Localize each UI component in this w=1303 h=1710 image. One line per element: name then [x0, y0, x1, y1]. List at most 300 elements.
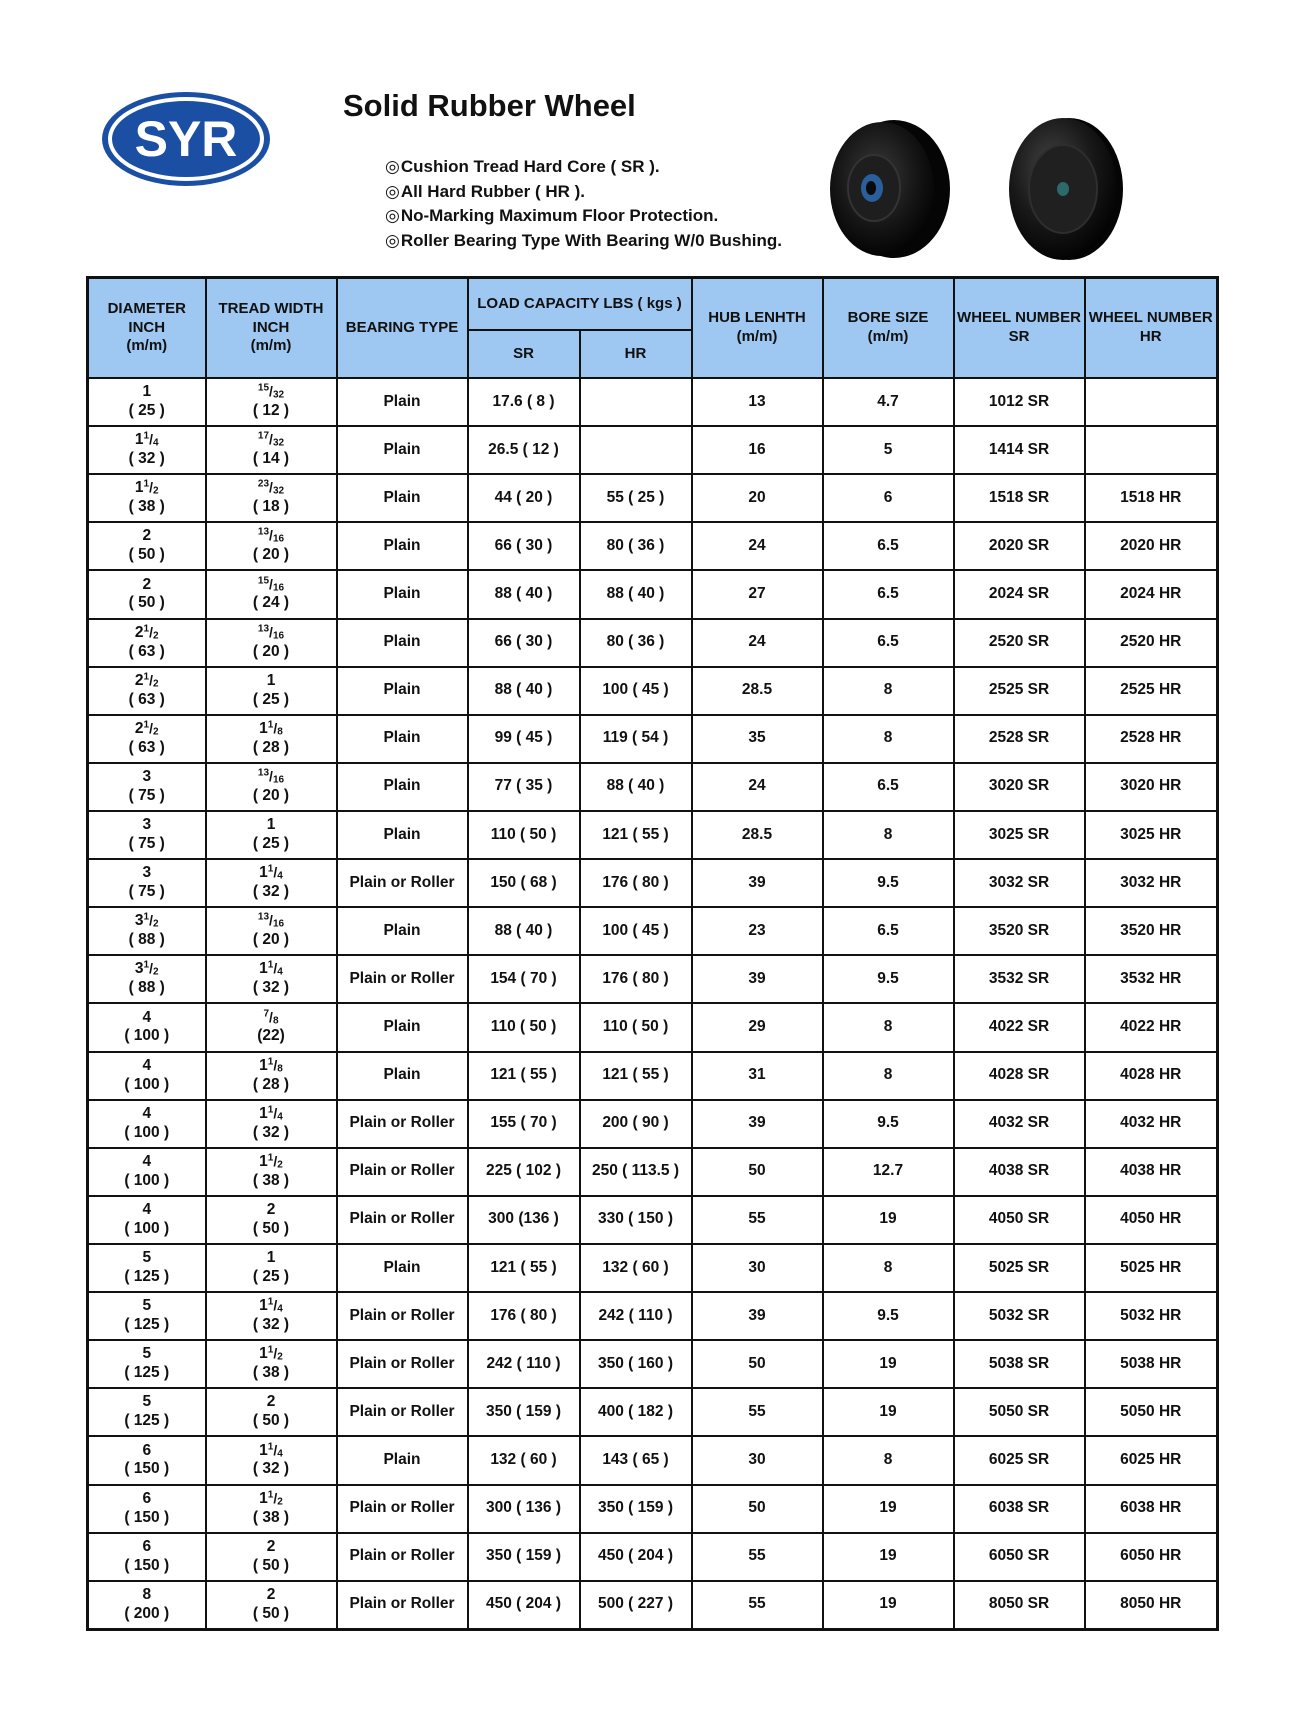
cell-load-sr: 132 ( 60 ): [468, 1436, 580, 1484]
dia-whole: 5: [142, 1249, 152, 1267]
dia-inch: [89, 768, 205, 787]
cell-diameter: [88, 1244, 206, 1292]
dia-whole: 5: [142, 1393, 152, 1411]
dia-inch: [89, 720, 205, 739]
dia-whole: 3: [134, 912, 144, 930]
fraction-numerator: 1: [267, 1152, 274, 1164]
dia-whole: 2: [134, 671, 144, 689]
tread-mm: ( 20 ): [252, 931, 290, 949]
cell-tread-width: [206, 1340, 337, 1388]
cell-tread-width: [206, 474, 337, 522]
cell-wheel-number-sr: 3032 SR: [954, 859, 1085, 907]
cell-bore-size: 6: [823, 474, 954, 522]
tread-fraction: [268, 720, 283, 737]
col-header-wheel-number-sr: WHEEL NUMBER SR: [954, 278, 1085, 379]
fraction-denominator: 2: [153, 726, 159, 738]
col-header-load-capacity: LOAD CAPACITY LBS ( kgs ): [468, 278, 692, 331]
cell-bore-size: 19: [823, 1340, 954, 1388]
tread-fraction: [258, 479, 284, 496]
dia-inch: [89, 912, 205, 931]
tread-whole: 1: [266, 671, 276, 689]
table-row: [88, 474, 1218, 522]
cell-tread-width: [206, 1436, 337, 1484]
dia-fraction: [144, 479, 159, 496]
double-circle-bullet-icon: ◎: [385, 181, 400, 201]
fraction-numerator: 1: [143, 719, 150, 731]
cell-load-hr: 100 ( 45 ): [580, 667, 692, 715]
fraction-numerator: 13: [257, 526, 270, 538]
cell-diameter: [88, 1052, 206, 1100]
fraction-numerator: 7: [263, 1008, 270, 1020]
fraction-numerator: 13: [257, 623, 270, 635]
cell-diameter: [88, 1533, 206, 1581]
tread-mm: ( 24 ): [252, 594, 290, 612]
fraction-slash: /: [269, 768, 273, 785]
col-header-hub-length: HUB LENHTH (m/m): [692, 278, 823, 379]
cell-diameter: [88, 667, 206, 715]
tread-whole: 1: [259, 1297, 268, 1315]
cell-load-hr: 110 ( 50 ): [580, 1003, 692, 1051]
cell-wheel-number-sr: 6038 SR: [954, 1485, 1085, 1533]
dia-fraction: [144, 624, 159, 641]
cell-tread-width: [206, 1100, 337, 1148]
dia-mm: ( 75 ): [128, 786, 165, 804]
cell-bearing-type: Plain: [337, 474, 468, 522]
dia-whole: 2: [142, 527, 152, 545]
fraction-numerator: 1: [267, 863, 274, 875]
tread-inch: [207, 1442, 336, 1461]
cell-load-hr: 88 ( 40 ): [580, 570, 692, 618]
fraction-slash: /: [273, 719, 278, 736]
fraction-denominator: 8: [277, 1063, 283, 1075]
tread-whole: 1: [266, 1249, 276, 1267]
cell-hub-length: 50: [692, 1485, 823, 1533]
cell-wheel-number-hr: 2525 HR: [1085, 667, 1218, 715]
table-row: [88, 1533, 1218, 1581]
cell-diameter: [88, 763, 206, 811]
table-row: [88, 955, 1218, 1003]
dia-inch: [89, 1105, 205, 1124]
cell-bearing-type: Plain: [337, 1436, 468, 1484]
cell-wheel-number-sr: 5050 SR: [954, 1388, 1085, 1436]
cell-diameter: [88, 426, 206, 474]
dia-whole: 6: [142, 1537, 152, 1555]
table-row: [88, 1052, 1218, 1100]
dia-mm: ( 63 ): [128, 738, 165, 756]
dia-whole: 4: [142, 1008, 152, 1026]
dia-mm: ( 63 ): [128, 642, 165, 660]
dia-inch: [89, 1009, 205, 1028]
cell-hub-length: 30: [692, 1436, 823, 1484]
cell-load-hr: 400 ( 182 ): [580, 1388, 692, 1436]
cell-load-sr: 88 ( 40 ): [468, 570, 580, 618]
cell-wheel-number-hr: 3032 HR: [1085, 859, 1218, 907]
cell-bearing-type: Plain or Roller: [337, 1340, 468, 1388]
cell-hub-length: 50: [692, 1340, 823, 1388]
dia-inch: [89, 960, 205, 979]
fraction-numerator: 17: [257, 430, 270, 442]
cell-tread-width: [206, 955, 337, 1003]
table-row: [88, 1485, 1218, 1533]
table-row: [88, 1196, 1218, 1244]
dia-inch: [89, 1442, 205, 1461]
cell-bore-size: 6.5: [823, 619, 954, 667]
tread-whole: 2: [266, 1201, 276, 1218]
dia-inch: [89, 576, 205, 595]
fraction-slash: /: [269, 575, 273, 592]
cell-load-sr: 350 ( 159 ): [468, 1533, 580, 1581]
tread-inch: [207, 816, 336, 835]
fraction-slash: /: [269, 1008, 273, 1025]
cell-bearing-type: Plain: [337, 715, 468, 763]
tread-inch: [207, 1490, 336, 1509]
fraction-numerator: 1: [143, 911, 150, 923]
tread-mm: ( 50 ): [252, 1412, 290, 1430]
table-row: [88, 1292, 1218, 1340]
dia-inch: [89, 624, 205, 643]
fraction-slash: /: [273, 960, 278, 977]
cell-wheel-number-sr: 1518 SR: [954, 474, 1085, 522]
cell-load-hr: 80 ( 36 ): [580, 619, 692, 667]
tread-whole: 1: [259, 1489, 268, 1507]
table-row: [88, 1436, 1218, 1484]
tread-fraction: [268, 1105, 283, 1122]
fraction-numerator: 1: [143, 430, 150, 442]
cell-wheel-number-hr: [1085, 426, 1218, 474]
tread-mm: ( 32 ): [252, 1316, 290, 1334]
fraction-numerator: 1: [143, 959, 150, 971]
cell-diameter: [88, 619, 206, 667]
cell-wheel-number-hr: 5050 HR: [1085, 1388, 1218, 1436]
dia-fraction: [144, 960, 159, 977]
tread-fraction: [258, 383, 284, 400]
cell-tread-width: [206, 859, 337, 907]
cell-bore-size: 19: [823, 1581, 954, 1630]
tread-inch: [207, 527, 336, 546]
cell-bore-size: 9.5: [823, 1100, 954, 1148]
cell-hub-length: 55: [692, 1196, 823, 1244]
tread-fraction: [268, 864, 283, 881]
tread-mm: ( 50 ): [252, 1219, 290, 1237]
table-body: [88, 378, 1218, 1630]
fraction-numerator: 15: [257, 382, 270, 394]
fraction-denominator: 2: [153, 485, 159, 497]
cell-load-hr: 450 ( 204 ): [580, 1533, 692, 1581]
cell-tread-width: [206, 522, 337, 570]
dia-whole: 6: [142, 1489, 152, 1507]
cell-load-hr: 176 ( 80 ): [580, 859, 692, 907]
cell-wheel-number-sr: 4050 SR: [954, 1196, 1085, 1244]
dia-mm: ( 100 ): [124, 1075, 170, 1093]
feature-item: [385, 155, 782, 180]
cell-load-hr: 176 ( 80 ): [580, 955, 692, 1003]
cell-load-hr: 200 ( 90 ): [580, 1100, 692, 1148]
dia-mm: ( 100 ): [124, 1219, 170, 1237]
fraction-numerator: 13: [257, 767, 270, 779]
cell-bore-size: 8: [823, 1436, 954, 1484]
cell-wheel-number-sr: 8050 SR: [954, 1581, 1085, 1630]
cell-hub-length: 16: [692, 426, 823, 474]
header-row: [88, 278, 1218, 331]
fraction-slash: /: [269, 623, 273, 640]
cell-hub-length: 27: [692, 570, 823, 618]
cell-diameter: [88, 1436, 206, 1484]
tread-fraction: [268, 960, 283, 977]
tread-whole: 2: [266, 1393, 276, 1411]
cell-wheel-number-hr: 5038 HR: [1085, 1340, 1218, 1388]
dia-inch: [89, 1201, 205, 1220]
fraction-numerator: 15: [257, 575, 270, 587]
page-title: Solid Rubber Wheel: [343, 88, 636, 123]
fraction-numerator: 1: [267, 719, 274, 731]
cell-wheel-number-hr: 3520 HR: [1085, 907, 1218, 955]
dia-mm: ( 125 ): [124, 1364, 170, 1382]
dia-mm: ( 100 ): [124, 1027, 170, 1045]
tread-fraction: [268, 1153, 283, 1170]
fraction-slash: /: [273, 1489, 278, 1506]
fraction-slash: /: [269, 527, 273, 544]
tread-inch: [207, 960, 336, 979]
dia-whole: 1: [134, 431, 144, 449]
cell-bore-size: 6.5: [823, 763, 954, 811]
tread-mm: ( 20 ): [252, 546, 290, 564]
cell-wheel-number-hr: 5025 HR: [1085, 1244, 1218, 1292]
tread-mm: ( 12 ): [252, 402, 290, 420]
cell-bearing-type: Plain: [337, 570, 468, 618]
cell-hub-length: 39: [692, 1292, 823, 1340]
fraction-denominator: 16: [272, 774, 285, 786]
feature-text: Cushion Tread Hard Core ( SR ).: [400, 157, 660, 176]
fraction-denominator: 4: [277, 966, 283, 978]
cell-bearing-type: Plain or Roller: [337, 1292, 468, 1340]
tread-mm: ( 18 ): [252, 498, 290, 516]
cell-diameter: [88, 811, 206, 859]
dia-whole: 5: [142, 1345, 152, 1363]
cell-wheel-number-sr: 5025 SR: [954, 1244, 1085, 1292]
fraction-denominator: 2: [153, 918, 159, 930]
dia-fraction: [144, 720, 159, 737]
cell-bore-size: 8: [823, 667, 954, 715]
dia-mm: ( 38 ): [128, 498, 165, 516]
cell-hub-length: 24: [692, 763, 823, 811]
cell-diameter: [88, 378, 206, 426]
dia-inch: [89, 864, 205, 883]
table-row: [88, 522, 1218, 570]
tread-mm: ( 14 ): [252, 450, 290, 468]
cell-diameter: [88, 1148, 206, 1196]
fraction-denominator: 8: [277, 726, 283, 738]
dia-whole: 2: [134, 719, 144, 737]
cell-tread-width: [206, 1003, 337, 1051]
tread-mm: ( 38 ): [252, 1171, 290, 1189]
dia-mm: ( 88 ): [128, 931, 165, 949]
fraction-denominator: 2: [153, 966, 159, 978]
cell-bearing-type: Plain or Roller: [337, 859, 468, 907]
tread-inch: [207, 1345, 336, 1364]
col-header-load-sr: SR: [468, 330, 580, 378]
dia-mm: ( 150 ): [124, 1460, 170, 1478]
fraction-numerator: 23: [257, 478, 270, 490]
tread-fraction: [268, 1345, 283, 1362]
tread-whole: 1: [259, 1345, 268, 1363]
cell-tread-width: [206, 378, 337, 426]
cell-bearing-type: Plain or Roller: [337, 1196, 468, 1244]
fraction-slash: /: [273, 1056, 278, 1073]
cell-bearing-type: Plain: [337, 763, 468, 811]
dia-whole: 4: [142, 1104, 152, 1122]
cell-bearing-type: Plain or Roller: [337, 1581, 468, 1630]
tread-whole: 2: [266, 1537, 276, 1555]
cell-hub-length: 23: [692, 907, 823, 955]
tread-fraction: [258, 768, 284, 785]
cell-bore-size: 8: [823, 715, 954, 763]
table-row: [88, 1003, 1218, 1051]
fraction-numerator: 1: [143, 478, 150, 490]
feature-list: [385, 155, 782, 253]
cell-hub-length: 13: [692, 378, 823, 426]
cell-load-sr: 44 ( 20 ): [468, 474, 580, 522]
tread-fraction: [268, 1490, 283, 1507]
fraction-numerator: 1: [267, 1056, 274, 1068]
cell-tread-width: [206, 1244, 337, 1292]
table-row: [88, 907, 1218, 955]
tread-mm: (22): [257, 1027, 285, 1045]
tread-inch: [207, 383, 336, 402]
tread-fraction: [258, 431, 284, 448]
tread-mm: ( 25 ): [252, 1268, 290, 1286]
fraction-slash: /: [269, 479, 273, 496]
cell-diameter: [88, 1196, 206, 1244]
cell-load-hr: 250 ( 113.5 ): [580, 1148, 692, 1196]
cell-diameter: [88, 474, 206, 522]
double-circle-bullet-icon: ◎: [385, 157, 400, 176]
cell-bore-size: 19: [823, 1533, 954, 1581]
cell-bearing-type: Plain or Roller: [337, 1148, 468, 1196]
cell-bearing-type: Plain: [337, 907, 468, 955]
cell-wheel-number-hr: 4038 HR: [1085, 1148, 1218, 1196]
col-header-tread-width: TREAD WIDTH INCH (m/m): [206, 278, 337, 379]
tread-mm: ( 50 ): [252, 1556, 290, 1574]
fraction-numerator: 1: [267, 1296, 274, 1308]
table-row: [88, 715, 1218, 763]
tread-inch: [207, 768, 336, 787]
cell-load-sr: 110 ( 50 ): [468, 1003, 580, 1051]
cell-tread-width: [206, 1581, 337, 1630]
tread-inch: [207, 864, 336, 883]
fraction-denominator: 8: [272, 1015, 279, 1027]
cell-tread-width: [206, 1148, 337, 1196]
col-header-diameter: DIAMETER INCH (m/m): [88, 278, 206, 379]
cell-tread-width: [206, 1485, 337, 1533]
dia-whole: 3: [142, 768, 152, 786]
cell-bore-size: 8: [823, 1052, 954, 1100]
cell-diameter: [88, 1340, 206, 1388]
dia-inch: [89, 1490, 205, 1509]
fraction-numerator: 13: [257, 911, 270, 923]
tread-inch: [207, 431, 336, 450]
cell-wheel-number-hr: [1085, 378, 1218, 426]
tread-mm: ( 28 ): [252, 738, 290, 756]
fraction-numerator: 1: [143, 671, 150, 683]
cell-hub-length: 30: [692, 1244, 823, 1292]
dia-fraction: [144, 912, 159, 929]
cell-bearing-type: Plain or Roller: [337, 1388, 468, 1436]
fraction-slash: /: [273, 864, 278, 881]
fraction-numerator: 1: [267, 959, 274, 971]
feature-item: [385, 180, 782, 205]
dia-mm: ( 63 ): [128, 690, 165, 708]
table-row: [88, 426, 1218, 474]
cell-wheel-number-sr: 2020 SR: [954, 522, 1085, 570]
fraction-denominator: 16: [272, 630, 285, 642]
cell-load-sr: 121 ( 55 ): [468, 1052, 580, 1100]
cell-hub-length: 55: [692, 1388, 823, 1436]
cell-wheel-number-hr: 5032 HR: [1085, 1292, 1218, 1340]
cell-wheel-number-hr: 4050 HR: [1085, 1196, 1218, 1244]
fraction-slash: /: [273, 1152, 278, 1169]
table-row: [88, 619, 1218, 667]
tread-inch: [207, 1586, 336, 1605]
cell-wheel-number-hr: 3025 HR: [1085, 811, 1218, 859]
cell-hub-length: 39: [692, 1100, 823, 1148]
fraction-denominator: 2: [153, 630, 159, 642]
cell-hub-length: 31: [692, 1052, 823, 1100]
tread-fraction: [268, 1297, 283, 1314]
dia-whole: 4: [142, 1056, 152, 1074]
cell-bearing-type: Plain or Roller: [337, 1485, 468, 1533]
dia-inch: [89, 1586, 205, 1605]
cell-wheel-number-sr: 3532 SR: [954, 955, 1085, 1003]
cell-tread-width: [206, 1052, 337, 1100]
dia-whole: 6: [142, 1441, 152, 1459]
tread-mm: ( 25 ): [252, 690, 290, 708]
cell-hub-length: 28.5: [692, 811, 823, 859]
tread-fraction: [258, 576, 284, 593]
tread-inch: [207, 1009, 336, 1028]
tread-whole: 1: [259, 1152, 268, 1170]
tread-fraction: [258, 527, 284, 544]
fraction-denominator: 32: [272, 437, 285, 449]
cell-wheel-number-sr: 2520 SR: [954, 619, 1085, 667]
cell-tread-width: [206, 1388, 337, 1436]
cell-bearing-type: Plain or Roller: [337, 1100, 468, 1148]
tread-mm: ( 20 ): [252, 786, 290, 804]
fraction-denominator: 16: [272, 918, 285, 930]
cell-load-hr: 55 ( 25 ): [580, 474, 692, 522]
fraction-numerator: 1: [267, 1344, 274, 1356]
cell-hub-length: 50: [692, 1148, 823, 1196]
cell-tread-width: [206, 715, 337, 763]
cell-load-sr: 225 ( 102 ): [468, 1148, 580, 1196]
dia-whole: 5: [142, 1297, 152, 1315]
cell-wheel-number-sr: 4032 SR: [954, 1100, 1085, 1148]
dia-mm: ( 125 ): [124, 1268, 170, 1286]
dia-inch: [89, 1538, 205, 1557]
feature-item: [385, 204, 782, 229]
dia-inch: [89, 816, 205, 835]
tread-inch: [207, 720, 336, 739]
col-header-bearing-type: BEARING TYPE: [337, 278, 468, 379]
tread-mm: ( 20 ): [252, 642, 290, 660]
cell-load-hr: [580, 426, 692, 474]
table-row: [88, 1581, 1218, 1630]
cell-wheel-number-hr: 3532 HR: [1085, 955, 1218, 1003]
fraction-denominator: 2: [277, 1496, 283, 1508]
fraction-slash: /: [149, 671, 153, 688]
fraction-denominator: 2: [277, 1159, 283, 1171]
cell-load-hr: [580, 378, 692, 426]
dia-mm: ( 100 ): [124, 1123, 170, 1141]
